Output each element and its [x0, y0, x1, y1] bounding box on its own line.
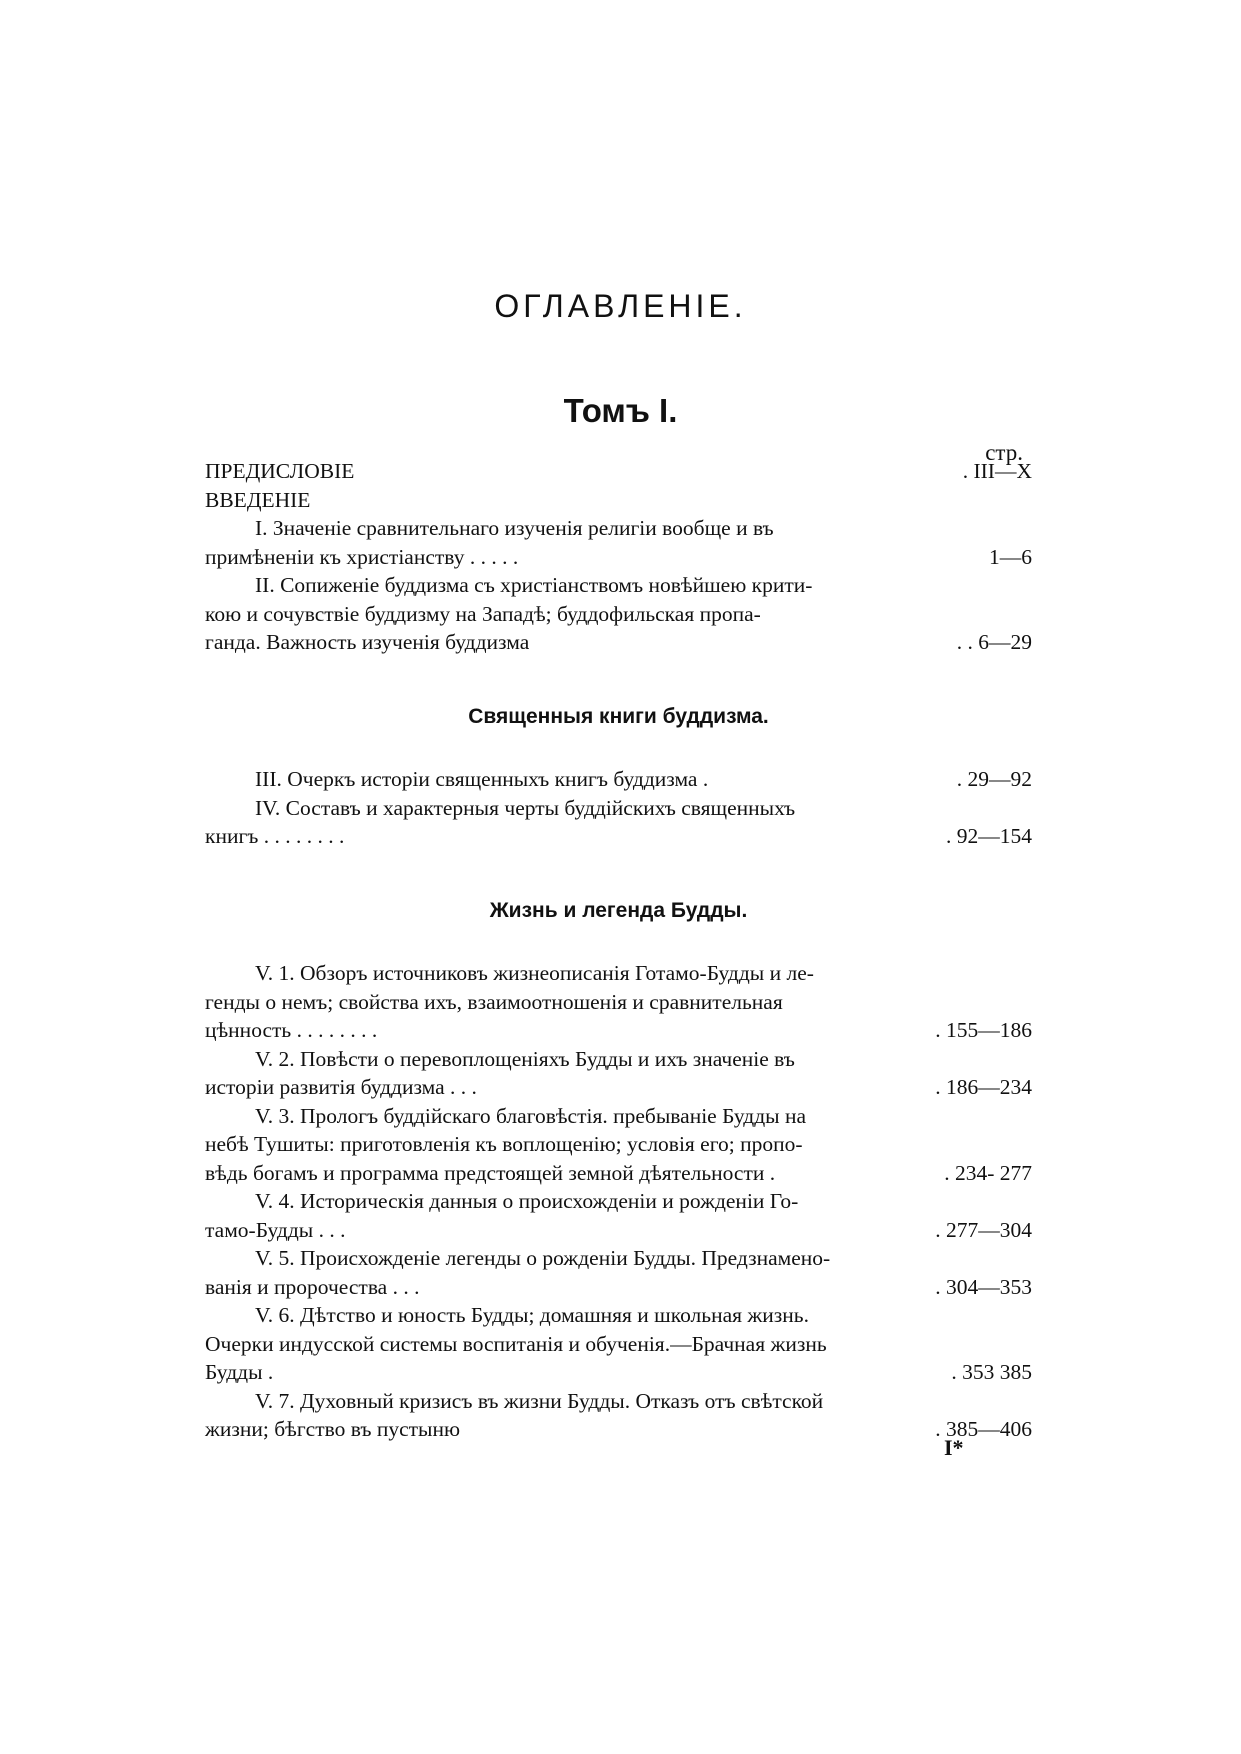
toc-entry-text: жизни; бѣгство въ пустыню [205, 1417, 461, 1441]
toc-entry-text: ганда. Важность изученія буддизма [205, 630, 530, 654]
toc-entry-line [205, 1159, 1032, 1188]
toc-entry-text: ванія и пророчества . . . [205, 1274, 420, 1299]
toc-entry-line [205, 543, 1032, 572]
toc-entry-text: кою и сочувствіе буддизму на Западѣ; буддофильская пропа- [205, 601, 761, 626]
toc-entry-line [205, 457, 1032, 486]
toc-entry-line [205, 794, 1032, 823]
toc-entry-text: IV. Составъ и характерныя черты буддійскихъ священныхъ [255, 795, 796, 820]
toc-entry-line [205, 1016, 1032, 1045]
toc-entry-line [205, 628, 1032, 657]
toc-entry-text: цѣнность . . . . . . . . [205, 1018, 378, 1042]
toc-entry-line [205, 1102, 1032, 1131]
toc-entry-pages: . 304—353 [935, 1274, 1032, 1299]
toc-entry-line [205, 959, 1032, 988]
toc-entry-text: Очерки индусской системы воспитанія и обученія.—Брачная жизнь [205, 1331, 827, 1356]
toc-entry-text: вѣдь богамъ и программа предстоящей земной дѣятельности . [205, 1160, 776, 1185]
toc-entry-line [205, 765, 1032, 794]
page-column-label: стр. [985, 440, 1023, 465]
toc-entry-line [205, 1301, 1032, 1330]
toc-entry-text: небѣ Тушиты: приготовленія къ воплощенію; условія его; пропо- [205, 1132, 803, 1156]
section-heading: Жизнь и легенда Будды. [489, 898, 748, 922]
toc-entry-text: III. Очеркъ исторіи священныхъ книгъ буддизма . [255, 767, 709, 791]
toc-list [205, 457, 1032, 1444]
toc-entry-text: ВВЕДЕНІЕ [205, 487, 311, 512]
volume-title: Томъ I. [563, 392, 678, 429]
toc-entry-line [205, 1045, 1032, 1074]
toc-entry-pages: . 92—154 [946, 824, 1032, 848]
toc-entry-line [205, 1130, 1032, 1159]
toc-entry-line [205, 571, 1032, 600]
toc-entry-line [205, 1415, 1032, 1444]
toc-entry-pages: . 186—234 [935, 1075, 1032, 1099]
toc-entry-text: I. Значеніе сравнительнаго изученія религіи вообще и въ [255, 516, 774, 540]
toc-entry-pages: . . 6—29 [956, 630, 1032, 654]
toc-entry-line [205, 1187, 1032, 1216]
toc-title: ОГЛАВЛЕНІЕ. [494, 288, 747, 324]
toc-entry-text: V. 7. Духовный кризисъ въ жизни Будды. Отказъ отъ свѣтской [255, 1388, 824, 1413]
toc-entry-text: генды о немъ; свойства ихъ, взаимоотношенія и сравнительная [205, 989, 783, 1014]
toc-entry-pages: . 277—304 [935, 1217, 1032, 1242]
toc-entry-pages: . III—X [962, 459, 1032, 483]
toc-entry-text: Будды . [205, 1360, 274, 1384]
toc-entry-line [205, 1073, 1032, 1102]
toc-entry-text: исторіи развитія буддизма . . . [205, 1075, 477, 1099]
toc-entry-line [205, 1273, 1032, 1302]
toc-entry-line [205, 486, 1032, 515]
toc-entry-pages: . 234- 277 [944, 1160, 1032, 1185]
section-heading: Священныя книги буддизма. [468, 704, 769, 728]
toc-entry-line [205, 1330, 1032, 1359]
toc-entry-line [205, 988, 1032, 1017]
toc-entry-text: V. 4. Историческія данныя о происхожденіи и рожденіи Го- [255, 1189, 799, 1213]
toc-entry-text: V. 2. Повѣсти о перевоплощеніяхъ Будды и ихъ значеніе въ [255, 1046, 795, 1071]
toc-entry-line [205, 1244, 1032, 1273]
signature-mark: I* [944, 1435, 964, 1460]
toc-entry-pages: . 385—406 [935, 1417, 1032, 1441]
toc-entry-line [205, 1358, 1032, 1387]
toc-entry-text: V. 3. Прологъ буддійскаго благовѣстія. пребываніе Будды на [255, 1103, 807, 1128]
toc-entry-line [205, 1387, 1032, 1416]
toc-entry-text: ПРЕДИСЛОВІЕ [205, 459, 355, 483]
toc-entry-text: V. 5. Происхожденіе легенды о рожденіи Будды. Предзнамено- [255, 1246, 831, 1270]
toc-entry-text: примѣненіи къ христіанству . . . . . [205, 544, 519, 569]
toc-entry-line [205, 600, 1032, 629]
toc-entry-pages: . 353 385 [951, 1360, 1032, 1384]
toc-entry-line [205, 1216, 1032, 1245]
toc-entry-text: V. 1. Обзоръ источниковъ жизнеописанія Готамо-Будды и ле- [255, 961, 814, 985]
toc-entry-pages: 1—6 [989, 544, 1032, 569]
toc-entry-pages: . 29—92 [956, 767, 1032, 791]
toc-entry-text: II. Сопиженіе буддизма съ христіанствомъ новѣйшею крити- [255, 573, 813, 597]
toc-entry-text: V. 6. Дѣтство и юность Будды; домашняя и школьная жизнь. [255, 1303, 809, 1327]
toc-entry-text: книгъ . . . . . . . . [205, 824, 345, 848]
toc-entry-pages: . 155—186 [935, 1018, 1032, 1042]
toc-entry-text: тамо-Будды . . . [205, 1217, 346, 1242]
toc-entry-line [205, 822, 1032, 851]
toc-entry-line [205, 514, 1032, 543]
